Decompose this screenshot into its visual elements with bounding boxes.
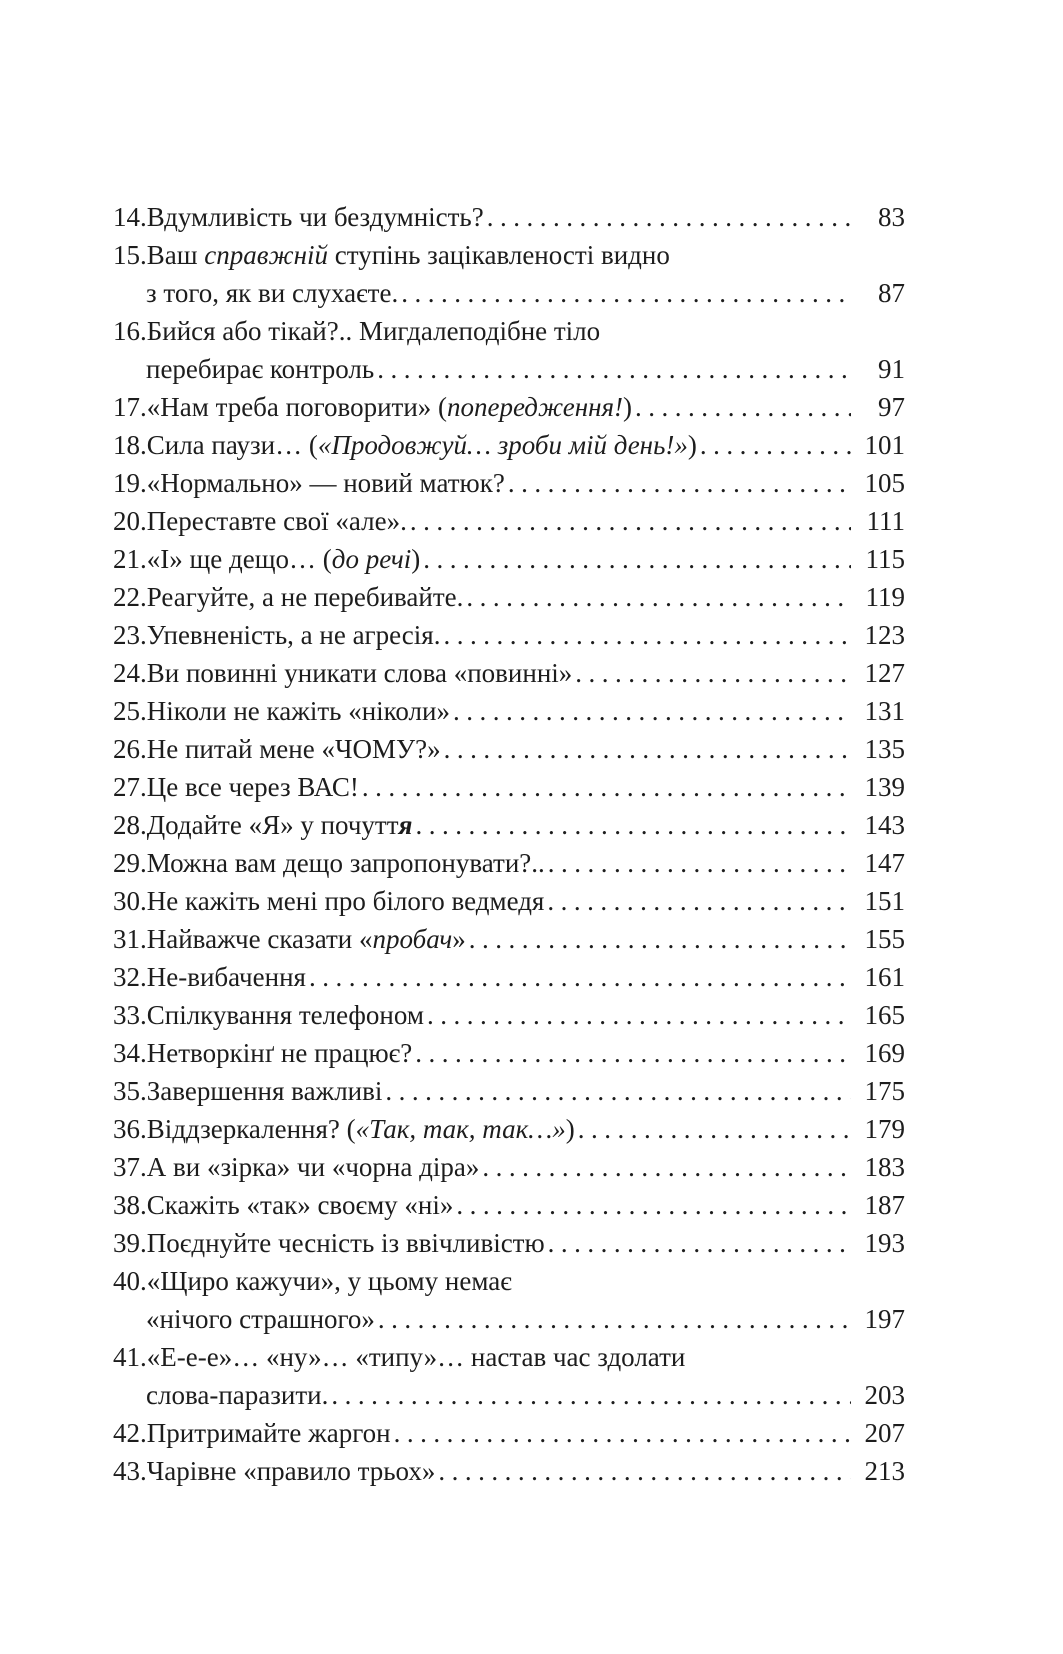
toc-entry-line xyxy=(113,958,905,996)
title-segment: пробач xyxy=(372,924,453,954)
entry-number: 22. xyxy=(113,582,147,612)
entry-number: 16. xyxy=(113,316,147,346)
entry-number: 42. xyxy=(113,1418,147,1448)
title-segment: з того, як ви слухаєте. xyxy=(146,278,399,308)
entry-number: 19. xyxy=(113,468,147,498)
dot-leader xyxy=(362,768,851,806)
entry-title xyxy=(147,730,441,768)
toc-entry-line xyxy=(113,654,905,692)
entry-number: 14. xyxy=(113,202,147,232)
title-segment: до речі xyxy=(331,544,412,574)
entry-number: 34. xyxy=(113,1038,147,1068)
toc-entry-line xyxy=(113,1452,905,1490)
entry-title xyxy=(147,578,464,616)
title-segment: » xyxy=(452,924,466,954)
page-number: 139 xyxy=(864,772,905,802)
page-number: 197 xyxy=(864,1304,905,1334)
entry-title xyxy=(147,616,441,654)
toc-entry xyxy=(113,236,905,312)
toc-entry-line xyxy=(113,806,905,844)
page-number: 155 xyxy=(864,924,905,954)
entry-number: 40. xyxy=(113,1266,147,1296)
entry-number-spacer xyxy=(113,1376,146,1414)
page-number: 97 xyxy=(878,392,905,422)
entry-title xyxy=(147,844,545,882)
page-number: 179 xyxy=(864,1114,905,1144)
toc-entry xyxy=(113,1034,905,1072)
title-segment: Поєднуйте чесність із ввічливістю xyxy=(146,1228,545,1258)
title-segment: Завершення важливі xyxy=(146,1076,383,1106)
entry-title xyxy=(147,1262,512,1300)
title-segment: ступінь зацікавленості видно xyxy=(328,240,670,270)
toc-entry xyxy=(113,502,905,540)
toc-entry xyxy=(113,1224,905,1262)
page-number: 151 xyxy=(864,886,905,916)
dot-leader xyxy=(377,350,851,388)
dot-leader xyxy=(456,1186,851,1224)
entry-title xyxy=(147,958,306,996)
dot-leader xyxy=(548,844,851,882)
title-segment: Нетворкінґ не працює? xyxy=(146,1038,413,1068)
toc-entry-line xyxy=(113,464,905,502)
page-number: 131 xyxy=(864,696,905,726)
toc-entry-line xyxy=(113,730,905,768)
entry-number: 20. xyxy=(113,506,147,536)
title-segment: «Нам треба поговорити» ( xyxy=(146,392,448,422)
entry-title xyxy=(147,882,545,920)
toc-entry xyxy=(113,806,905,844)
entry-title xyxy=(147,1072,383,1110)
toc-entry-line xyxy=(113,996,905,1034)
dot-leader xyxy=(438,1452,851,1490)
title-segment: Переставте свої «але». xyxy=(146,506,407,536)
entry-number: 27. xyxy=(113,772,147,802)
toc-entry xyxy=(113,388,905,426)
entry-number: 15. xyxy=(113,240,147,270)
entry-title xyxy=(147,1414,391,1452)
page-number: 143 xyxy=(864,810,905,840)
toc-entry xyxy=(113,616,905,654)
entry-title xyxy=(147,1338,686,1376)
entry-title xyxy=(147,1224,545,1262)
toc-entry xyxy=(113,1186,905,1224)
dot-leader xyxy=(635,388,851,426)
page-number: 105 xyxy=(864,468,905,498)
title-segment: Додайте «Я» у почутт xyxy=(146,810,399,840)
entry-title xyxy=(147,806,413,844)
title-segment: я xyxy=(398,810,413,840)
toc-entry-line xyxy=(113,1186,905,1224)
title-segment: ) xyxy=(565,1114,575,1144)
title-segment: Чарівне «правило трьох» xyxy=(146,1456,436,1486)
entry-title xyxy=(146,1376,328,1414)
entry-number-spacer xyxy=(113,350,146,388)
entry-title xyxy=(147,1148,480,1186)
title-segment: «І» ще дещо… ( xyxy=(146,544,332,574)
entry-title xyxy=(147,540,420,578)
entry-number: 25. xyxy=(113,696,147,726)
toc-entry xyxy=(113,312,905,388)
toc-entry-line xyxy=(113,920,905,958)
title-segment: «Е-е-е»… «ну»… «типу»… настав час здолати xyxy=(146,1342,686,1372)
dot-leader xyxy=(415,1034,851,1072)
title-segment: ) xyxy=(411,544,421,574)
entry-number: 43. xyxy=(113,1456,147,1486)
title-segment: ) xyxy=(623,392,633,422)
dot-leader xyxy=(385,1072,851,1110)
toc-entry xyxy=(113,730,905,768)
dot-leader xyxy=(466,578,851,616)
toc-entry xyxy=(113,1452,905,1490)
title-segment: Не питай мене «ЧОМУ?» xyxy=(146,734,441,764)
toc-entry-line xyxy=(113,1148,905,1186)
title-segment: Вдумливість чи бездумність? xyxy=(146,202,484,232)
page-number: 119 xyxy=(865,582,905,612)
page-number: 135 xyxy=(864,734,905,764)
toc-entry xyxy=(113,1262,905,1338)
title-segment: Ніколи не кажіть «ніколи» xyxy=(146,696,450,726)
toc-entry xyxy=(113,920,905,958)
toc-entry xyxy=(113,844,905,882)
title-segment: Спілкування телефоном xyxy=(146,1000,424,1030)
dot-leader xyxy=(578,1110,851,1148)
page-number: 101 xyxy=(864,430,905,460)
title-segment: Віддзеркалення? ( xyxy=(146,1114,356,1144)
toc-entry-line xyxy=(113,1224,905,1262)
dot-leader xyxy=(700,426,851,464)
entry-title xyxy=(147,464,505,502)
toc-entry-line xyxy=(113,388,905,426)
toc-entry-line xyxy=(113,540,905,578)
title-segment: «Нормально» — новий матюк? xyxy=(146,468,505,498)
title-segment: Можна вам дещо запропонувати?.. xyxy=(146,848,545,878)
entry-number: 33. xyxy=(113,1000,147,1030)
toc-entry-line xyxy=(113,426,905,464)
entry-title xyxy=(147,1110,575,1148)
dot-leader xyxy=(423,540,851,578)
toc-entry-line xyxy=(113,1414,905,1452)
toc-entry-line xyxy=(113,616,905,654)
toc-entry xyxy=(113,958,905,996)
title-segment: попередження! xyxy=(447,392,624,422)
toc-entry xyxy=(113,882,905,920)
entry-number: 28. xyxy=(113,810,147,840)
entry-title xyxy=(147,1452,436,1490)
entry-title xyxy=(146,350,374,388)
dot-leader xyxy=(331,1376,851,1414)
toc-entry-line xyxy=(113,692,905,730)
entry-title xyxy=(146,274,398,312)
toc-entry-line xyxy=(113,502,905,540)
toc-entry-line xyxy=(113,1072,905,1110)
dot-leader xyxy=(444,730,851,768)
toc-entry-line xyxy=(113,1034,905,1072)
page-number: 169 xyxy=(864,1038,905,1068)
toc-entry xyxy=(113,996,905,1034)
toc-list xyxy=(113,198,905,1490)
page-number: 213 xyxy=(864,1456,905,1486)
entry-number: 31. xyxy=(113,924,147,954)
dot-leader xyxy=(548,1224,851,1262)
entry-number: 37. xyxy=(113,1152,147,1182)
dot-leader xyxy=(575,654,851,692)
dot-leader xyxy=(394,1414,851,1452)
dot-leader xyxy=(415,806,851,844)
toc-entry-line xyxy=(113,1338,905,1376)
dot-leader xyxy=(508,464,851,502)
title-segment: Притримайте жаргон xyxy=(146,1418,391,1448)
page-number: 175 xyxy=(864,1076,905,1106)
toc-entry-line xyxy=(113,312,905,350)
title-segment: слова-паразити. xyxy=(146,1380,329,1410)
entry-title xyxy=(147,502,407,540)
toc-entry-line xyxy=(113,236,905,274)
entry-number: 39. xyxy=(113,1228,147,1258)
page-number: 91 xyxy=(878,354,905,384)
title-segment: Упевненість, а не агресія. xyxy=(146,620,441,650)
entry-number: 24. xyxy=(113,658,147,688)
title-segment: «нічого страшного» xyxy=(146,1304,375,1334)
dot-leader xyxy=(482,1148,851,1186)
entry-number: 23. xyxy=(113,620,147,650)
toc-entry-continuation-line xyxy=(113,350,905,388)
entry-title xyxy=(147,1034,412,1072)
toc-entry-line xyxy=(113,768,905,806)
entry-number: 38. xyxy=(113,1190,147,1220)
toc-entry-continuation-line xyxy=(113,274,905,312)
toc-entry xyxy=(113,692,905,730)
dot-leader xyxy=(547,882,851,920)
title-segment: Скажіть «так» своєму «ні» xyxy=(146,1190,454,1220)
entry-title xyxy=(147,692,450,730)
title-segment: перебирає контроль xyxy=(146,354,375,384)
title-segment: Ви повинні уникати слова «повинні» xyxy=(146,658,573,688)
title-segment: А ви «зірка» чи «чорна діра» xyxy=(146,1152,480,1182)
toc-entry-line xyxy=(113,844,905,882)
entry-title xyxy=(147,426,697,464)
page-number: 111 xyxy=(866,506,905,536)
entry-title xyxy=(147,1186,454,1224)
title-segment: справжній xyxy=(204,240,329,270)
toc-entry-line xyxy=(113,1110,905,1148)
entry-title xyxy=(147,654,573,692)
dot-leader xyxy=(401,274,851,312)
toc-entry xyxy=(113,426,905,464)
page-number: 207 xyxy=(864,1418,905,1448)
dot-leader xyxy=(309,958,851,996)
dot-leader xyxy=(427,996,851,1034)
page-number: 87 xyxy=(878,278,905,308)
entry-title xyxy=(147,920,466,958)
page-number: 123 xyxy=(864,620,905,650)
toc-entry-line xyxy=(113,1262,905,1300)
toc-entry xyxy=(113,540,905,578)
toc-entry xyxy=(113,578,905,616)
entry-title xyxy=(146,1300,375,1338)
toc-entry-continuation-line xyxy=(113,1300,905,1338)
entry-number: 26. xyxy=(113,734,147,764)
page-number: 203 xyxy=(864,1380,905,1410)
title-segment: Сила паузи… ( xyxy=(146,430,318,460)
toc-entry-line xyxy=(113,882,905,920)
entry-title xyxy=(147,768,359,806)
title-segment: Бийся або тікай?.. Мигдалеподібне тіло xyxy=(146,316,601,346)
entry-number: 21. xyxy=(113,544,147,574)
title-segment: Не кажіть мені про білого ведмедя xyxy=(146,886,545,916)
toc-entry xyxy=(113,1110,905,1148)
toc-entry xyxy=(113,768,905,806)
entry-number: 18. xyxy=(113,430,147,460)
title-segment: Найважче сказати « xyxy=(146,924,373,954)
dot-leader xyxy=(410,502,851,540)
toc-entry xyxy=(113,464,905,502)
page-number: 161 xyxy=(864,962,905,992)
page-number: 193 xyxy=(864,1228,905,1258)
toc-entry xyxy=(113,1072,905,1110)
title-segment: ) xyxy=(687,430,697,460)
dot-leader xyxy=(443,616,851,654)
entry-number: 32. xyxy=(113,962,147,992)
entry-number: 29. xyxy=(113,848,147,878)
entry-number: 36. xyxy=(113,1114,147,1144)
page-number: 115 xyxy=(865,544,905,574)
toc-entry xyxy=(113,1414,905,1452)
toc-entry xyxy=(113,654,905,692)
entry-title xyxy=(147,312,600,350)
entry-number-spacer xyxy=(113,1300,146,1338)
title-segment: «Так, так, так…» xyxy=(355,1114,566,1144)
toc-entry xyxy=(113,198,905,236)
entry-number: 30. xyxy=(113,886,147,916)
title-segment: Це все через ВАС! xyxy=(146,772,359,802)
entry-title xyxy=(147,198,484,236)
dot-leader xyxy=(453,692,851,730)
title-segment: Не-вибачення xyxy=(146,962,306,992)
page-number: 127 xyxy=(864,658,905,688)
page-number: 147 xyxy=(864,848,905,878)
title-segment: Реагуйте, а не перебивайте. xyxy=(146,582,464,612)
entry-title xyxy=(147,996,424,1034)
title-segment: «Продовжуй… зроби мій день!» xyxy=(317,430,688,460)
entry-number-spacer xyxy=(113,274,146,312)
page-number: 183 xyxy=(864,1152,905,1182)
entry-number: 41. xyxy=(113,1342,147,1372)
dot-leader xyxy=(487,198,851,236)
entry-number: 17. xyxy=(113,392,147,422)
entry-title xyxy=(147,236,670,274)
title-segment: Ваш xyxy=(146,240,205,270)
toc-entry-line xyxy=(113,198,905,236)
dot-leader xyxy=(378,1300,851,1338)
entry-number: 35. xyxy=(113,1076,147,1106)
toc-entry-line xyxy=(113,578,905,616)
title-segment: «Щиро кажучи», у цьому немає xyxy=(146,1266,512,1296)
toc-entry xyxy=(113,1148,905,1186)
dot-leader xyxy=(469,920,851,958)
page-number: 187 xyxy=(864,1190,905,1220)
page-number: 165 xyxy=(864,1000,905,1030)
toc-entry xyxy=(113,1338,905,1414)
toc-entry-continuation-line xyxy=(113,1376,905,1414)
entry-title xyxy=(147,388,632,426)
page-number: 83 xyxy=(878,202,905,232)
